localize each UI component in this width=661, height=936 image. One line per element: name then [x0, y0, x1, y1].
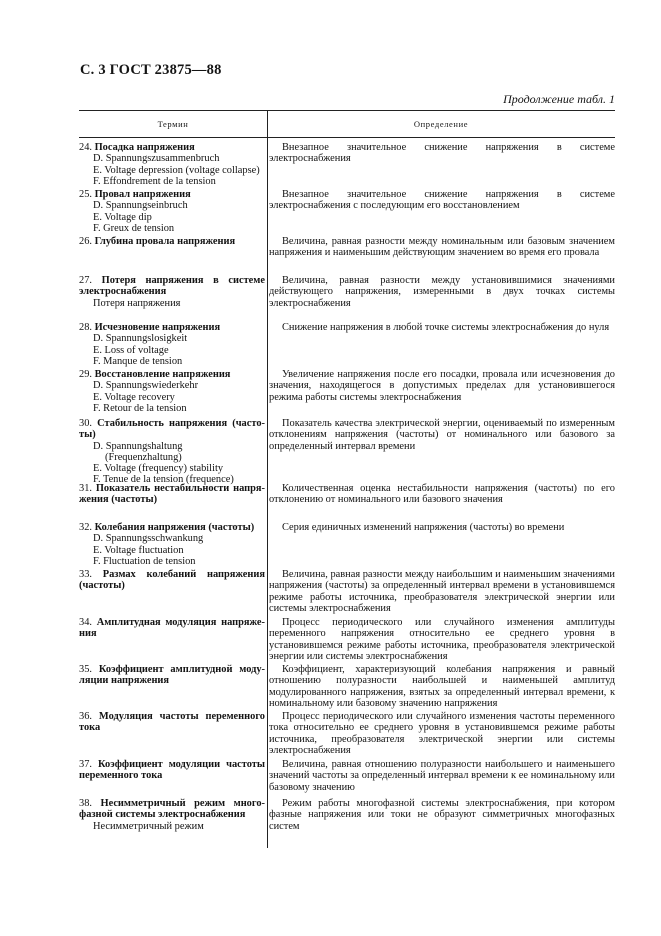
term-cell	[79, 617, 265, 640]
term-title	[79, 142, 265, 153]
term-synonym: E. Loss of voltage	[93, 344, 169, 356]
term-title	[79, 236, 265, 247]
definition-cell: Величина, равная разности между установившимися значениями действующего напряжения, измеренными в двух точках системы электроснабжения	[269, 275, 615, 309]
term-synonym: (Frequenzhaltung)	[105, 451, 182, 463]
term-title	[79, 369, 265, 380]
term-synonym: D. Spannungshaltung	[93, 440, 183, 452]
term-synonym: F. Fluctuation de tension	[93, 555, 196, 567]
definition-cell: Внезапное значительное снижение напряжения в системе электроснабжения с последующим его восстановлением	[269, 189, 615, 212]
term-title	[79, 322, 265, 333]
term-name: Восстановление напряжения	[94, 369, 231, 380]
term-name: Исчезновение напряжения	[94, 322, 221, 333]
term-title	[79, 759, 265, 782]
term-title	[79, 189, 265, 200]
term-synonym: F. Greux de tension	[93, 222, 175, 234]
term-cell	[79, 569, 265, 592]
term-name: Посадка напряжения	[94, 142, 195, 153]
term-cell	[79, 759, 265, 782]
term-cell	[79, 711, 265, 734]
term-synonym: F. Manque de tension	[93, 355, 183, 367]
term-name: Колебания напряжения (частоты)	[94, 522, 255, 533]
term-name: Глубина провала напряжения	[94, 236, 236, 247]
term-title	[79, 275, 265, 298]
term-synonym: Несимметричный режим	[93, 820, 204, 832]
definition-cell: Режим работы многофазной системы электроснабжения, при котором фазные напряжения или токи не образуют симметричных многофазных систем	[269, 798, 615, 832]
term-synonym: F. Effondrement de la tension	[93, 175, 216, 187]
term-number: 33.	[79, 569, 103, 580]
term-number: 35.	[79, 664, 99, 675]
definition-cell: Количественная оценка нестабильности напряжения (частоты) по его отклонению от номинального или базового значения	[269, 483, 615, 506]
term-synonym: F. Retour de la tension	[93, 402, 187, 414]
definition-cell: Величина, равная отношению полуразности наибольшего и наименьшего значений частоты за определенный интервал времени к ее номинальному или базовому значению	[269, 759, 615, 793]
term-synonym: D. Spannungslosigkeit	[93, 333, 188, 345]
term-synonym: D. Spannungswiederkehr	[93, 380, 199, 392]
table-continuation-note: Продолжение табл. 1	[503, 92, 615, 106]
term-synonym: F. Tenue de la tension (frequence)	[93, 474, 234, 486]
term-name: Несимметричный режим много-фазной системы электроснабжения	[79, 798, 265, 821]
term-synonym: E. Voltage recovery	[93, 391, 175, 403]
term-number: 29.	[79, 369, 95, 380]
definition-cell: Внезапное значительное снижение напряжения в системе электроснабжения	[269, 142, 615, 165]
definition-cell: Процесс периодического или случайного изменения амплитуды переменного напряжения относительно ее среднего уровня в установившемся режиме работы источника, преобразователя электрической энергии или системы электроснабжения	[269, 617, 615, 662]
term-synonym: E. Voltage depression (voltage collapse)	[93, 164, 260, 176]
term-cell	[79, 275, 265, 309]
term-synonym: E. Voltage (frequency) stability	[93, 463, 224, 475]
term-number: 24.	[79, 142, 95, 153]
term-name: Стабильность напряжения (часто-ты)	[79, 418, 265, 441]
term-cell	[79, 664, 265, 687]
term-cell	[79, 418, 265, 486]
term-name: Модуляция частоты переменного тока	[79, 711, 265, 734]
term-cell	[79, 522, 265, 567]
definition-cell: Увеличение напряжения после его посадки, провала или исчезновения до значения, находящегося в допустимых пределах для установившегося режима работы системы электроснабжения	[269, 369, 615, 403]
column-divider	[267, 110, 268, 848]
term-title	[79, 569, 265, 592]
definition-cell: Величина, равная разности между наибольшим и наименьшим значениями напряжения (частоты) за определенный интервал времени в установившемся режиме работы источника, преобразователя электрической энергии или системы электроснабжения	[269, 569, 615, 614]
term-number: 34.	[79, 617, 97, 628]
term-cell	[79, 798, 265, 832]
term-cell	[79, 483, 265, 506]
definition-cell: Серия единичных изменений напряжения (частоты) во времени	[282, 522, 565, 533]
page-header: С. 3 ГОСТ 23875—88	[80, 62, 222, 78]
term-name: Провал напряжения	[94, 189, 191, 200]
column-header-definition: Определение	[413, 119, 469, 129]
term-cell	[79, 236, 265, 247]
term-name: Коэффициент модуляции частоты переменного тока	[79, 759, 265, 782]
term-name: Показатель нестабильности напря-жения (частоты)	[79, 483, 265, 506]
term-synonym: E. Voltage fluctuation	[93, 544, 184, 556]
term-cell	[79, 189, 265, 234]
term-name: Потеря напряжения в системе электроснабжения	[79, 275, 265, 298]
term-number: 28.	[79, 322, 95, 333]
terms-table	[79, 110, 615, 832]
term-name: Амплитудная модуляция напряже-ния	[79, 617, 265, 640]
term-number: 26.	[79, 236, 95, 247]
term-name: Коэффициент амплитудной моду-ляции напряжения	[79, 664, 266, 687]
term-synonym: Потеря напряжения	[93, 297, 181, 309]
definition-cell: Снижение напряжения в любой точке системы электроснабжения до нуля	[282, 322, 610, 333]
term-title	[79, 711, 265, 734]
term-title	[79, 617, 265, 640]
term-number: 36.	[79, 711, 99, 722]
term-synonym: E. Voltage dip	[93, 211, 152, 223]
term-synonym: D. Spannungszusammenbruch	[93, 153, 220, 165]
term-cell	[79, 322, 265, 367]
term-title	[79, 798, 265, 821]
term-number: 27.	[79, 275, 102, 286]
term-number: 37.	[79, 759, 98, 770]
definition-cell: Величина, равная разности между номинальным или базовым значением напряжения и наименьшим действующим значением во время его провала	[269, 236, 615, 259]
term-number: 30.	[79, 418, 98, 429]
term-title	[79, 522, 265, 533]
definition-cell: Коэффициент, характеризующий колебания напряжения и равный отношению полуразности наибольшей и наименьшей амплитуд модулированного напряжения, взятых за определенный интервал времени, к номинальному или базовому значению напряжения	[269, 664, 615, 709]
term-title	[79, 418, 265, 441]
term-synonym: D. Spannungseinbruch	[93, 200, 188, 212]
definition-cell: Показатель качества электрической энергии, оцениваемый по измеренным отклонениям напряжения (частоты) от номинального или базового за определенный интервал времени	[269, 418, 615, 452]
term-title	[79, 483, 265, 506]
term-number: 25.	[79, 189, 95, 200]
term-cell	[79, 142, 265, 187]
term-title	[79, 664, 265, 687]
table-header	[79, 110, 615, 138]
term-number: 31.	[79, 483, 96, 494]
term-cell	[79, 369, 265, 414]
term-number: 38.	[79, 798, 101, 809]
column-header-term: Термин	[157, 119, 189, 129]
term-synonym: D. Spannungsschwankung	[93, 533, 204, 545]
term-name: Размах колебаний напряжения (частоты)	[79, 569, 265, 592]
term-number: 32.	[79, 522, 95, 533]
definition-cell: Процесс периодического или случайного изменения частоты переменного тока относительно ее среднего уровня в установившемся режиме работы источника, преобразователя электрической энергии или системы электроснабжения	[269, 711, 615, 756]
